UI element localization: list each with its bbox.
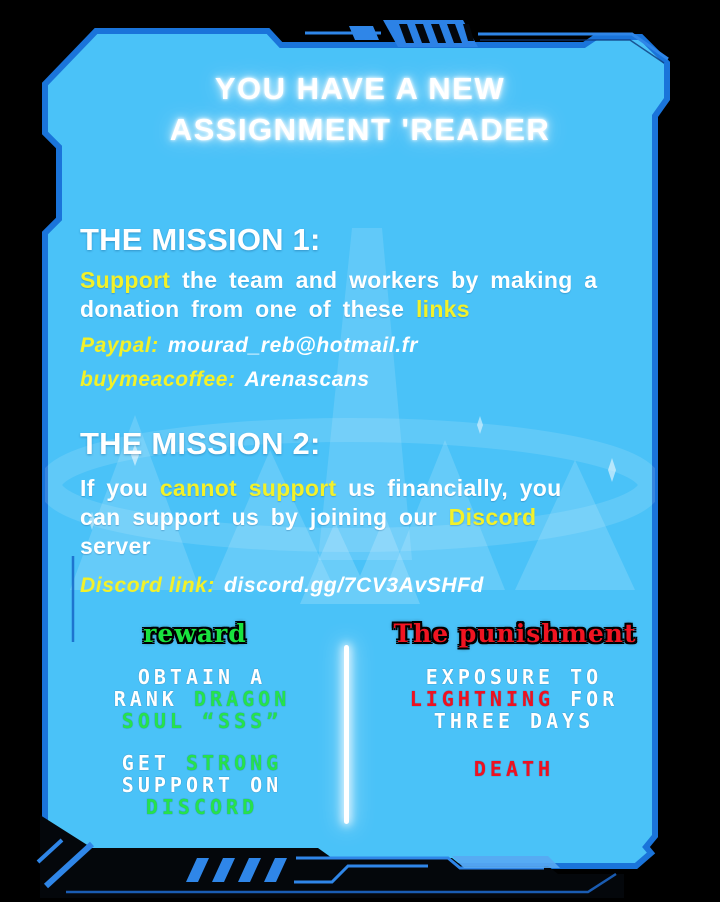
- mission2-highlight-cannot-support: cannot support: [159, 475, 337, 501]
- buymeacoffee-name: Arenascans: [244, 368, 370, 391]
- mission2-body-line1-start: If you: [80, 475, 160, 501]
- mission2-body-line2: [80, 503, 562, 532]
- paypal-email: mourad_reb@hotmail.fr: [167, 334, 419, 357]
- reward-line2-white: RANK: [113, 687, 194, 711]
- discord-link-line: [80, 574, 484, 598]
- punishment-line2-white: FOR: [554, 687, 619, 711]
- paypal-label: Paypal:: [80, 334, 159, 357]
- mission2-body-line3: server: [80, 533, 151, 559]
- column-divider: [344, 645, 349, 824]
- reward-line3: SOUL “SSS”: [121, 709, 283, 733]
- mission1-heading: THE MISSION 1:: [80, 222, 321, 257]
- reward-list: [70, 666, 334, 818]
- buymeacoffee-label: buymeacoffee:: [80, 368, 236, 391]
- notification-title: [10, 68, 710, 150]
- punishment-heading: The punishment: [393, 619, 637, 648]
- punishment-line3: THREE DAYS: [433, 709, 595, 733]
- reward-line2-green: DRAGON: [193, 687, 291, 711]
- buymeacoffee-line: [80, 368, 370, 392]
- reward-line2: [70, 688, 334, 710]
- punishment-list: [382, 666, 646, 780]
- mission1-body: [80, 266, 597, 324]
- paypal-line: [80, 334, 418, 358]
- mission1-body-line1-rest: the team and workers by making a: [170, 267, 598, 293]
- reward-line5: SUPPORT ON: [121, 773, 283, 797]
- reward-line4-green: STRONG: [185, 751, 283, 775]
- reward-heading: reward: [143, 619, 247, 648]
- reward-line6: DISCORD: [145, 795, 259, 819]
- discord-invite-url: discord.gg/7CV3AvSHFd: [224, 574, 484, 597]
- mission2-heading: THE MISSION 2:: [80, 426, 321, 461]
- notification-title-line2: ASSIGNMENT 'READER: [169, 112, 551, 147]
- reward-gap: [70, 732, 334, 752]
- mission1-highlight-support: Support: [80, 267, 171, 293]
- mission2-body-line1-end: us financially, you: [336, 475, 562, 501]
- mission1-highlight-links: links: [415, 296, 470, 322]
- mission2-body-line1: [80, 474, 562, 503]
- punishment-line1: EXPOSURE TO: [425, 665, 603, 689]
- mission2-highlight-discord: Discord: [448, 504, 537, 530]
- punishment-line2: [382, 688, 646, 710]
- mission1-body-line2: [80, 295, 597, 324]
- reward-line4-white: GET: [121, 751, 186, 775]
- reward-line4: [70, 752, 334, 774]
- notification-title-line1: YOU HAVE A NEW: [214, 71, 506, 106]
- mission1-body-line2-start: donation from one of these: [80, 296, 416, 322]
- discord-link-label: Discord link:: [80, 574, 215, 597]
- mission2-body-line2-start: can support us by joining our: [80, 504, 449, 530]
- mission1-body-line1: [80, 266, 597, 295]
- mission2-body: [80, 474, 562, 561]
- punishment-line2-red: LIGHTNING: [409, 687, 555, 711]
- reward-line1: OBTAIN A: [137, 665, 267, 689]
- punishment-line4: DEATH: [473, 757, 555, 781]
- punishment-gap: [382, 732, 646, 758]
